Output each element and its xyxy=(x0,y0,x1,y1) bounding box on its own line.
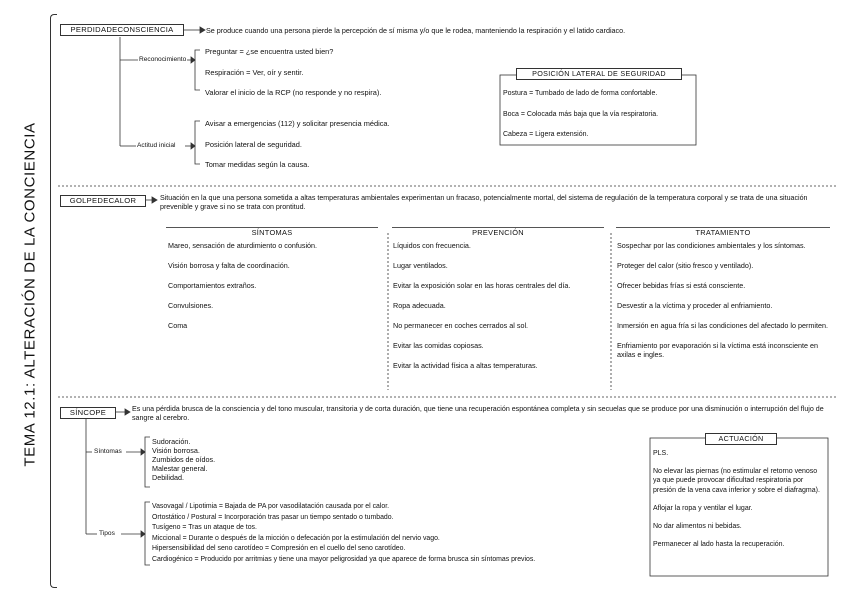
actuacion-title: ACTUACIÓN xyxy=(705,433,777,445)
perdida-consciencia-label: PERDIDADECONSCIENCIA xyxy=(60,24,184,36)
actuacion-item: Permanecer al lado hasta la recuperación. xyxy=(653,541,785,549)
tratamiento-item: Desvestir a la víctima y proceder al enfriamiento. xyxy=(617,301,773,310)
tratamiento-item: Enfriamiento por evaporación si la víctima está inconsciente en axilas e ingles. xyxy=(617,341,818,359)
tratamiento-item: Ofrecer bebidas frías si está consciente. xyxy=(617,281,746,290)
tratamiento-header: TRATAMIENTO xyxy=(616,227,830,237)
golpe-sintoma-item: Comportamientos extraños. xyxy=(168,281,257,290)
actuacion-item: No dar alimentos ni bebidas. xyxy=(653,523,742,531)
tratamiento-item: Inmersión en agua fría si las condiciones del afectado lo permiten. xyxy=(617,321,828,330)
tratamiento-item: Sospechar por las condiciones ambientales y los síntomas. xyxy=(617,241,806,250)
perdida-definition: Se produce cuando una persona pierde la percepción de sí misma y/o que le rodea, manteniendo la respiración y el latido cardiaco. xyxy=(206,26,626,35)
prevencion-item: No permanecer en coches cerrados al sol. xyxy=(393,321,529,330)
golpe-sintomas-list xyxy=(168,241,382,341)
actuacion-item: PLS. xyxy=(653,450,669,457)
sincope-sintomas-label: Síntomas xyxy=(94,448,122,455)
prevencion-item: Evitar la exposición solar en las horas centrales del día. xyxy=(393,281,571,290)
sincope-sintoma-item: Zumbidos de oídos. xyxy=(152,455,216,464)
actitud-item: Posición lateral de seguridad. xyxy=(205,140,302,149)
sincope-definition: Es una pérdida brusca de la consciencia y del tono muscular, transitoria y de corta duración, que tiene una recuperación espontánea completa y sin secuelas que se produce por una disminución o interrupción del flujo de sangre al cerebro. xyxy=(132,405,824,422)
sintomas-header: SÍNTOMAS xyxy=(166,227,378,237)
golpe-definition: Situación en la que una persona sometida a altas temperaturas ambientales experimentan un fracaso, potencialmente mortal, del sistema de regulación de la temperatura corporal y se trata de una situación prevenible y grave si no se trata con prontitud. xyxy=(160,194,808,211)
golpe-sintoma-item: Coma xyxy=(168,321,188,330)
tratamiento-list xyxy=(617,241,831,370)
tipos-list xyxy=(152,502,642,565)
sincope-sintoma-item: Debilidad. xyxy=(152,473,184,482)
reconocimiento-item: Preguntar = ¿se encuentra usted bien? xyxy=(205,47,334,56)
tratamiento-item: Proteger del calor (sitio fresco y ventilado). xyxy=(617,261,754,270)
prevencion-item: Evitar las comidas copiosas. xyxy=(393,341,484,350)
prevencion-list xyxy=(393,241,605,381)
golpe-calor-label: GOLPEDECALOR xyxy=(60,195,146,207)
tipo-item: Vasovagal / Lipotimia = Bajada de PA por vasodilatación causada por el calor. xyxy=(152,503,390,510)
tipo-item: Miccional = Durante o después de la micción o defecación por la estimulación del nervio vago. xyxy=(152,534,440,542)
sincope-label: SÍNCOPE xyxy=(60,407,116,419)
sincope-sintoma-item: Malestar general. xyxy=(152,464,208,473)
prevencion-item: Lugar ventilados. xyxy=(393,261,448,270)
tipo-item: Cardiogénico = Producido por arritmias y tiene una mayor peligrosidad ya que aparece de forma brusca sin síntomas previos. xyxy=(152,555,536,563)
pls-title: POSICIÓN LATERAL DE SEGURIDAD xyxy=(516,68,682,80)
sincope-sintoma-item: Visión borrosa. xyxy=(152,446,200,455)
golpe-sintoma-item: Mareo, sensación de aturdimiento o confusión. xyxy=(168,241,318,250)
actitud-item: Avisar a emergencias (112) y solicitar presencia médica. xyxy=(205,119,390,128)
pls-item: Boca = Colocada más baja que la vía respiratoria. xyxy=(503,111,659,118)
reconocimiento-label: Reconocimiento xyxy=(139,56,187,63)
tipo-item: Hipersensibilidad del seno carotídeo = Compresión en el cuello del seno carotídeo. xyxy=(152,545,406,552)
actitud-item: Tomar medidas según la causa. xyxy=(205,160,310,169)
actuacion-item: No elevar las piernas (no estimular el retorno venoso ya que puede provocar dificultad respiratoria por presión de la vena cava inferior y sobre el diafragma). xyxy=(653,468,820,494)
reconocimiento-item: Valorar el inicio de la RCP (no responde y no respira). xyxy=(205,88,382,97)
sincope-sintoma-item: Sudoración. xyxy=(152,437,191,446)
sincope-sintomas-list xyxy=(152,437,352,482)
tipo-item: Tusígeno = Tras un ataque de tos. xyxy=(152,524,257,531)
golpe-sintoma-item: Visión borrosa y falta de coordinación. xyxy=(168,261,290,270)
pls-item: Cabeza = Ligera extensión. xyxy=(503,131,589,138)
actuacion-list xyxy=(653,449,825,549)
prevencion-item: Líquidos con frecuencia. xyxy=(393,241,471,250)
prevencion-item: Ropa adecuada. xyxy=(393,301,446,310)
pls-item: Postura = Tumbado de lado de forma confortable. xyxy=(503,90,658,97)
tipo-item: Ortostático / Postural = Incorporación tras pasar un tiempo sentado o tumbado. xyxy=(152,513,394,521)
prevencion-item: Evitar la actividad física a altas temperaturas. xyxy=(393,361,538,370)
actitud-inicial-label: Actitud inicial xyxy=(137,142,176,149)
page-title: TEMA 12.1: ALTERACIÓN DE LA CONCIENCIA xyxy=(21,122,39,467)
golpe-sintoma-item: Convulsiones. xyxy=(168,301,214,310)
reconocimiento-item: Respiración = Ver, oír y sentir. xyxy=(205,68,304,77)
tipos-label: Tipos xyxy=(99,530,115,537)
actuacion-item: Aflojar la ropa y ventilar el lugar. xyxy=(653,504,753,512)
prevencion-header: PREVENCIÓN xyxy=(392,227,604,237)
